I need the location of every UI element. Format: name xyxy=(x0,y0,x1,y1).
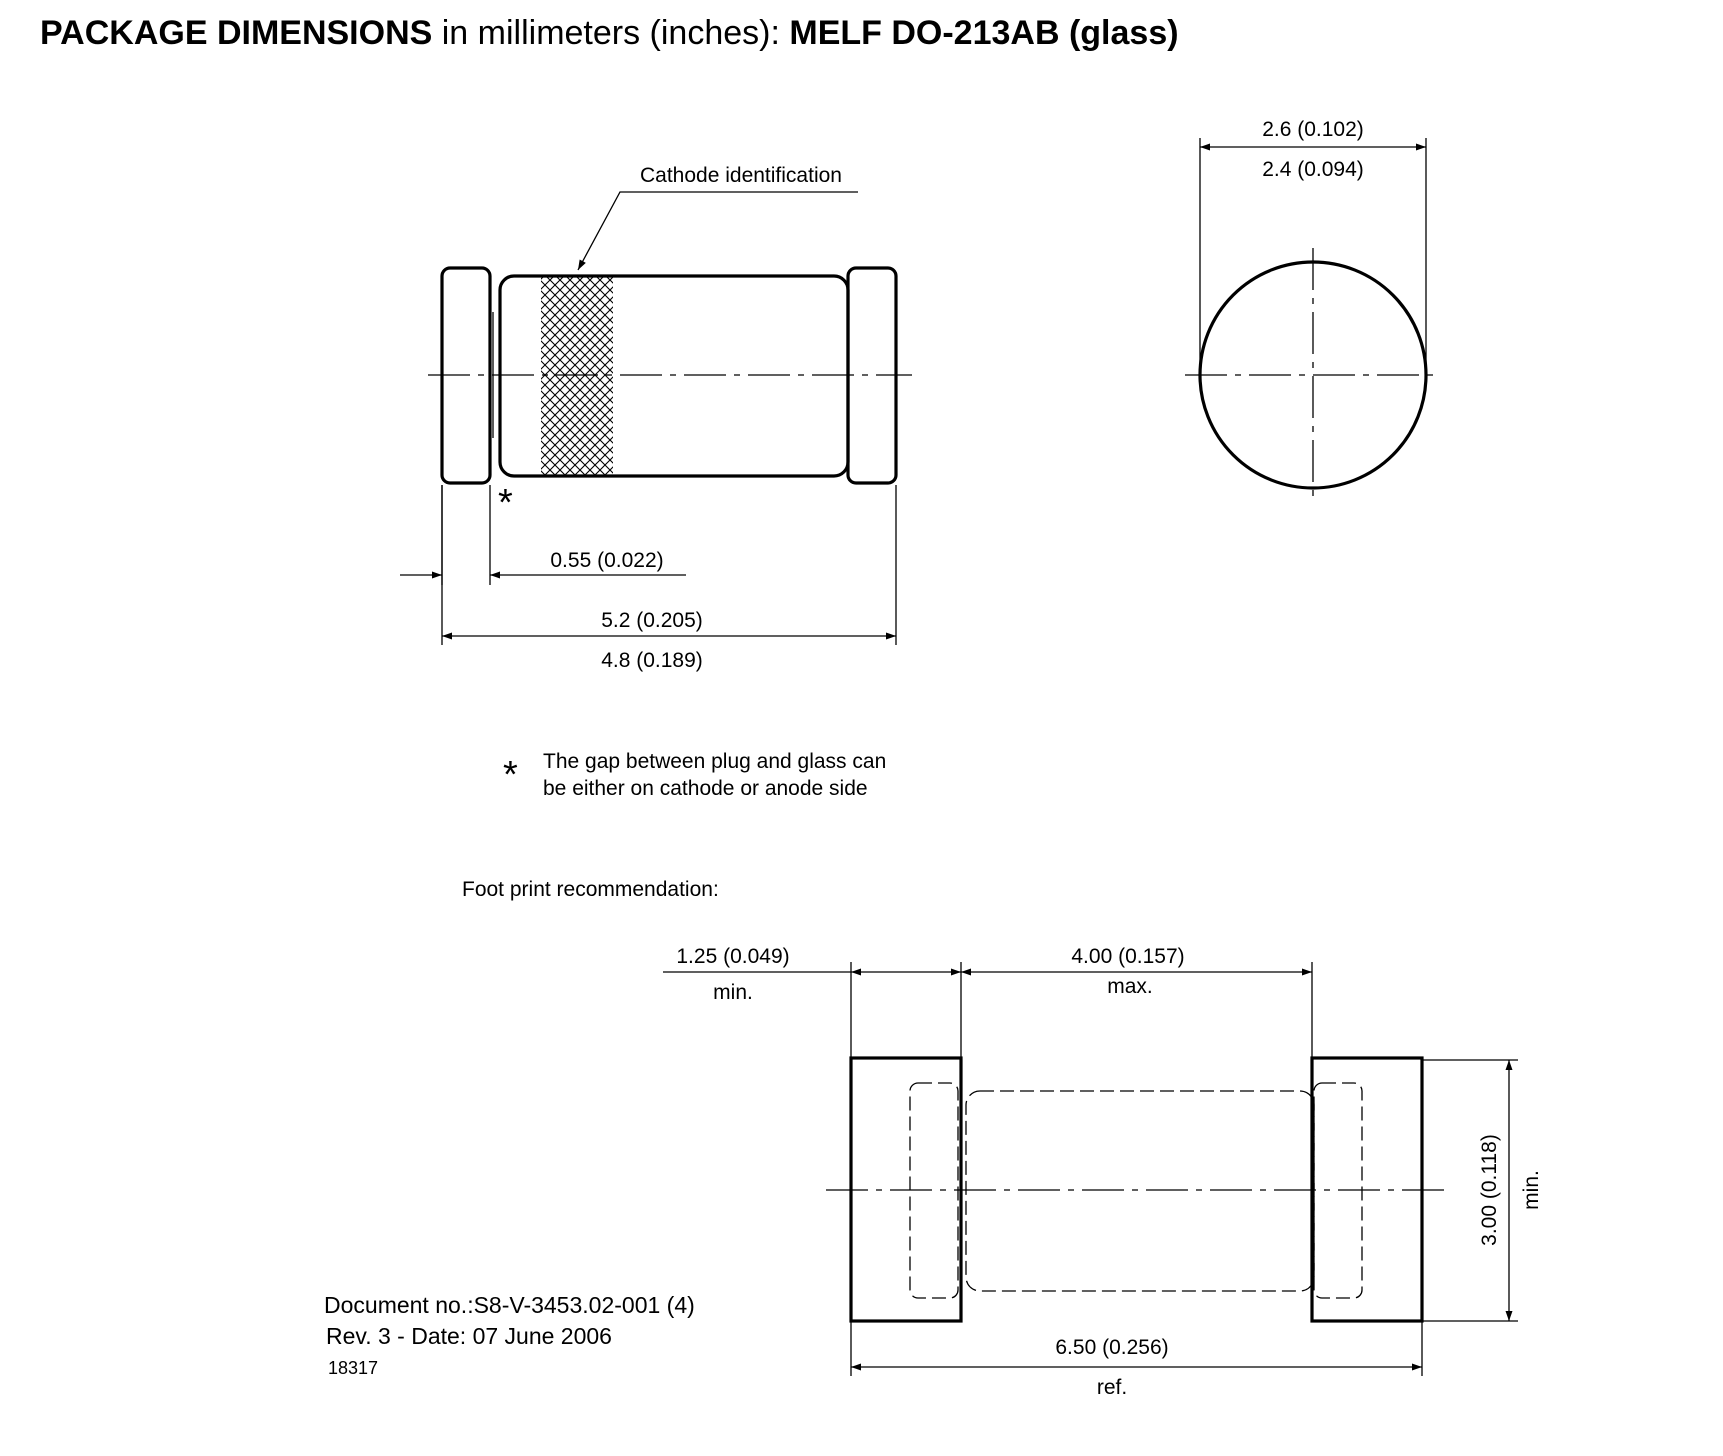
overall-length-qualifier: ref. xyxy=(1096,1376,1128,1399)
document-number: Document no.:S8-V-3453.02-001 (4) xyxy=(324,1292,695,1318)
gap-note xyxy=(503,750,886,800)
diameter-min-label: 2.4 (0.094) xyxy=(1262,158,1364,181)
side-view xyxy=(400,164,912,672)
title-bold-prefix: PACKAGE DIMENSIONS xyxy=(40,14,433,52)
length-min-label: 4.8 (0.189) xyxy=(601,649,703,672)
gap-dimension-label: 0.55 (0.022) xyxy=(550,549,664,572)
drawing-id: 18317 xyxy=(328,1358,379,1378)
footprint-outline-body xyxy=(966,1091,1314,1291)
document-revision: Rev. 3 - Date: 07 June 2006 xyxy=(326,1323,612,1349)
diameter-max-label: 2.6 (0.102) xyxy=(1262,118,1364,141)
title-bold-suffix: MELF DO-213AB (glass) xyxy=(789,14,1179,52)
footprint-heading: Foot print recommendation: xyxy=(462,878,719,901)
page-title xyxy=(40,14,1179,52)
note-asterisk: * xyxy=(503,754,518,796)
gap-asterisk-marker: * xyxy=(498,482,513,524)
pad-gap-qualifier: max. xyxy=(1107,975,1153,998)
pad-height-label: 3.00 (0.118) xyxy=(1478,1134,1501,1246)
pad-gap-label: 4.00 (0.157) xyxy=(1071,945,1185,968)
overall-length-label: 6.50 (0.256) xyxy=(1055,1336,1169,1359)
end-view xyxy=(1185,118,1440,503)
note-line-2: be either on cathode or anode side xyxy=(543,777,868,800)
cathode-leader-line xyxy=(578,192,858,270)
footprint-drawing xyxy=(462,878,1543,1399)
note-line-1: The gap between plug and glass can xyxy=(543,750,887,773)
pad-height-qualifier: min. xyxy=(1520,1170,1543,1210)
length-max-label: 5.2 (0.205) xyxy=(601,609,703,632)
cathode-identification-label: Cathode identification xyxy=(640,164,842,187)
document-info xyxy=(324,1292,695,1378)
pad-width-qualifier: min. xyxy=(713,981,753,1004)
pad-width-label: 1.25 (0.049) xyxy=(676,945,790,968)
title-middle: in millimeters (inches): xyxy=(432,14,790,52)
cathode-band-hatch xyxy=(541,276,613,476)
